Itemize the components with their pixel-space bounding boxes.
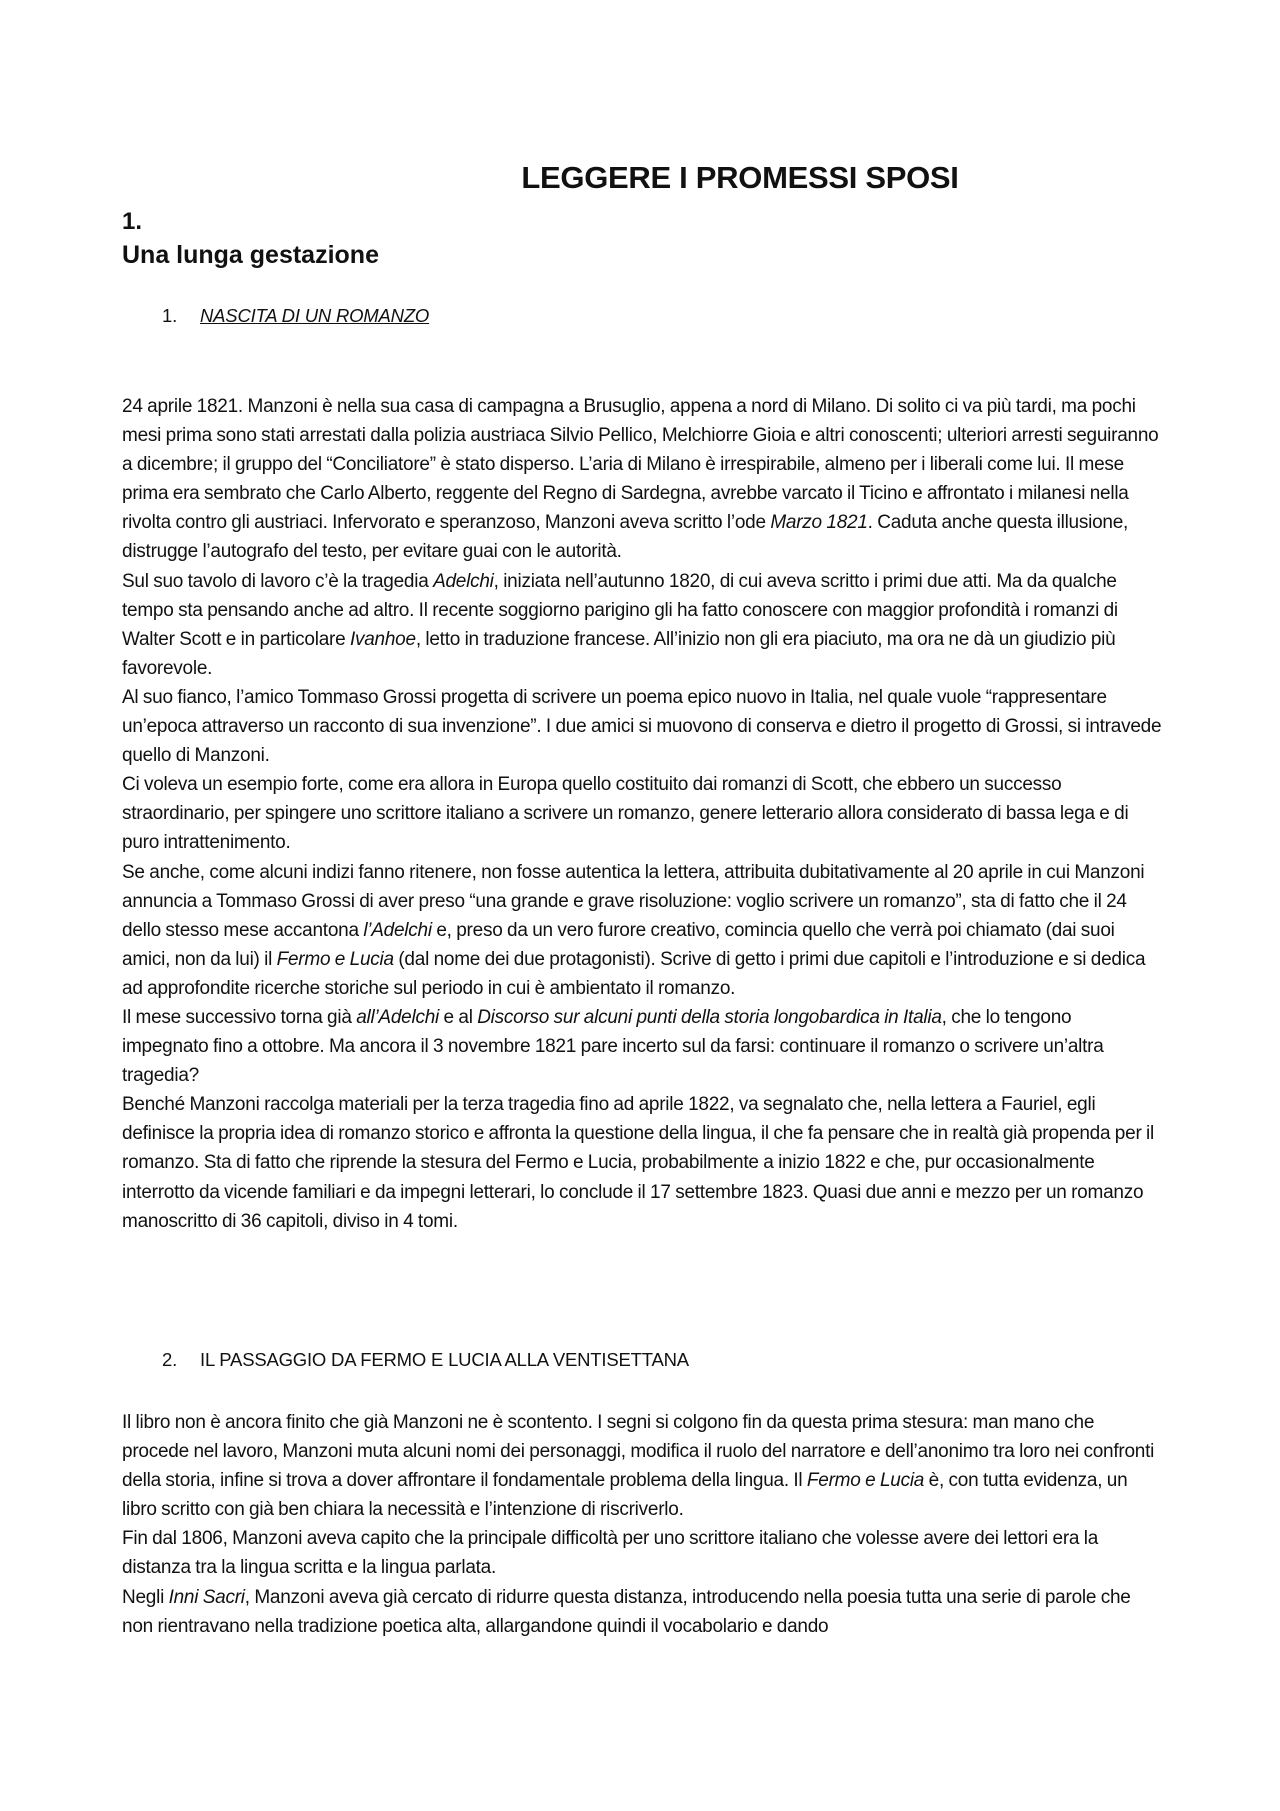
text-run: e al [439,1006,478,1028]
paragraph [122,1524,1162,1582]
text-run: , iniziata nell’autunno 1820, di cui aveva scritto i primi due atti. Ma da qualche tempo sta pensando anche ad altro. Il recente soggiorno parigino gli ha fatto conoscere con maggior profondità i romanzi di Walter Scott e in particolare [122,570,1118,650]
paragraph [122,1408,1162,1524]
paragraph [122,1583,1162,1641]
text-run: , che lo tengono impegnato fino a ottobre. Ma ancora il 3 novembre 1821 pare incerto sul da farsi: continuare il romanzo o scrivere un’altra tragedia? [122,1006,1104,1087]
text-run: Ci voleva un esempio forte, come era allora in Europa quello costituito dai romanzi di Scott, che ebbero un successo straordinario, per spingere uno scrittore italiano a scrivere un romanzo, genere letterario allora considerato di bassa lega e di puro intrattenimento. [122,774,1129,854]
italic-text: l’Adelchi [363,919,432,941]
paragraph [122,1003,1162,1090]
italic-text: Fermo e Lucia [806,1470,925,1492]
text-run: (dal nome dei due protagonisti). Scrive di getto i primi due capitoli e l’introduzione e si dedica ad approfondite ricerche storiche sul periodo in cui è ambientato il romanzo. [122,948,1146,999]
section-title: IL PASSAGGIO DA FERMO E LUCIA ALLA VENTISETTANA [200,1349,689,1370]
text-run: , Manzoni aveva già cercato di ridurre questa distanza, introducendo nella poesia tutta una serie di parole che non rientravano nella tradizione poetica alta, allargandone quindi il vocabolario e dando [122,1586,1131,1637]
chapter-title: Una lunga gestazione [122,241,379,269]
text-run: 24 aprile 1821. Manzoni è nella sua casa di campagna a Brusuglio, appena a nord di Milano. Di solito ci va più tardi, ma pochi mesi prima sono stati arrestati dalla polizia austriaca Silvio Pellico, Melchiorre Gioia e altri conoscenti; ulteriori arresti seguiranno a dicembre; il gruppo del “Conciliatore” è stato disperso. L’aria di Milano è irrespirabile, almeno per i liberali come lui. Il mese prima era sembrato che Carlo Alberto, reggente del Regno di Sardegna, avrebbe varcato il Ticino e affrontato i milanesi nella rivolta contro gli austriaci. Infervorato e speranzoso, Manzoni aveva scritto l’ode [122,396,1159,534]
section-heading-1 [162,305,429,327]
section-number: 1. [162,305,178,326]
paragraph [122,567,1162,683]
italic-text: Ivanhoe [349,628,416,650]
text-run: , letto in traduzione francese. All’inizio non gli era piaciuto, ma ora ne dà un giudizio più favorevole. [122,628,1116,679]
text-run: Negli [122,1586,169,1608]
text-run: Benché Manzoni raccolga materiali per la terza tragedia fino ad aprile 1822, va segnalato che, nella lettera a Fauriel, egli definisce la propria idea di romanzo storico e affronta la questione della lingua, il che fa pensare che in realtà già propenda per il romanzo. Sta di fatto che riprende la stesura del Fermo e Lucia, probabilmente a inizio 1822 e che, pur occasionalmente interrotto da vicende familiari e da impegni letterari, lo conclude il 17 settembre 1823. Quasi due anni e mezzo per un romanzo manoscritto di 36 capitoli, diviso in 4 tomi. [122,1094,1154,1232]
italic-text: Fermo e Lucia [276,948,394,970]
text-run: Il mese successivo torna già [122,1006,357,1028]
paragraph [122,770,1162,857]
italic-text: Marzo 1821 [770,512,868,534]
paragraph [122,1090,1162,1235]
text-run: . Caduta anche questa illusione, distrugge l’autografo del testo, per evitare guai con le autorità. [122,512,1129,563]
section-2-body [122,1408,1162,1641]
paragraph [122,392,1162,567]
italic-text: all’Adelchi [356,1006,439,1028]
section-heading-2 [162,1349,689,1371]
text-run: è, con tutta evidenza, un libro scritto con già ben chiara la necessità e l’intenzione di riscriverlo. [122,1470,1128,1521]
paragraph [122,858,1162,1003]
chapter-number: 1. [122,208,143,235]
italic-text: Adelchi [433,570,494,592]
italic-text: Discorso sur alcuni punti della storia longobardica in Italia [477,1006,942,1028]
text-run: Fin dal 1806, Manzoni aveva capito che la principale difficoltà per uno scrittore italiano che volesse avere dei lettori era la distanza tra la lingua scritta e la lingua parlata. [122,1528,1099,1579]
text-run: Il libro non è ancora finito che già Manzoni ne è scontento. I segni si colgono fin da questa prima stesura: man mano che procede nel lavoro, Manzoni muta alcuni nomi dei personaggi, modifica il ruolo del narratore e dell’anonimo tra loro nei confronti della storia, infine si trova a dover affrontare il fondamentale problema della lingua. Il [122,1412,1155,1492]
text-run: Sul suo tavolo di lavoro c’è la tragedia [122,570,434,592]
paragraph [122,683,1162,770]
text-run: e, preso da un vero furore creativo, comincia quello che verrà poi chiamato (dai suoi amici, non da lui) il [122,919,1115,970]
text-run: Se anche, come alcuni indizi fanno ritenere, non fosse autentica la lettera, attribuita dubitativamente al 20 aprile in cui Manzoni annuncia a Tommaso Grossi di aver preso “una grande e grave risoluzione: voglio scrivere un romanzo”, sta di fatto che il 24 dello stesso mese accantona [122,861,1145,941]
text-run: Al suo fianco, l’amico Tommaso Grossi progetta di scrivere un poema epico nuovo in Italia, nel quale vuole “rappresentare un’epoca attraverso un racconto di sua invenzione”. I due amici si muovono di conserva e dietro il progetto di Grossi, si intravede quello di Manzoni. [122,686,1162,767]
italic-text: Inni Sacri [168,1586,245,1608]
section-1-body [122,392,1162,1236]
section-number: 2. [162,1349,178,1370]
page-title: LEGGERE I PROMESSI SPOSI [521,160,959,195]
section-title: NASCITA DI UN ROMANZO [200,305,430,326]
